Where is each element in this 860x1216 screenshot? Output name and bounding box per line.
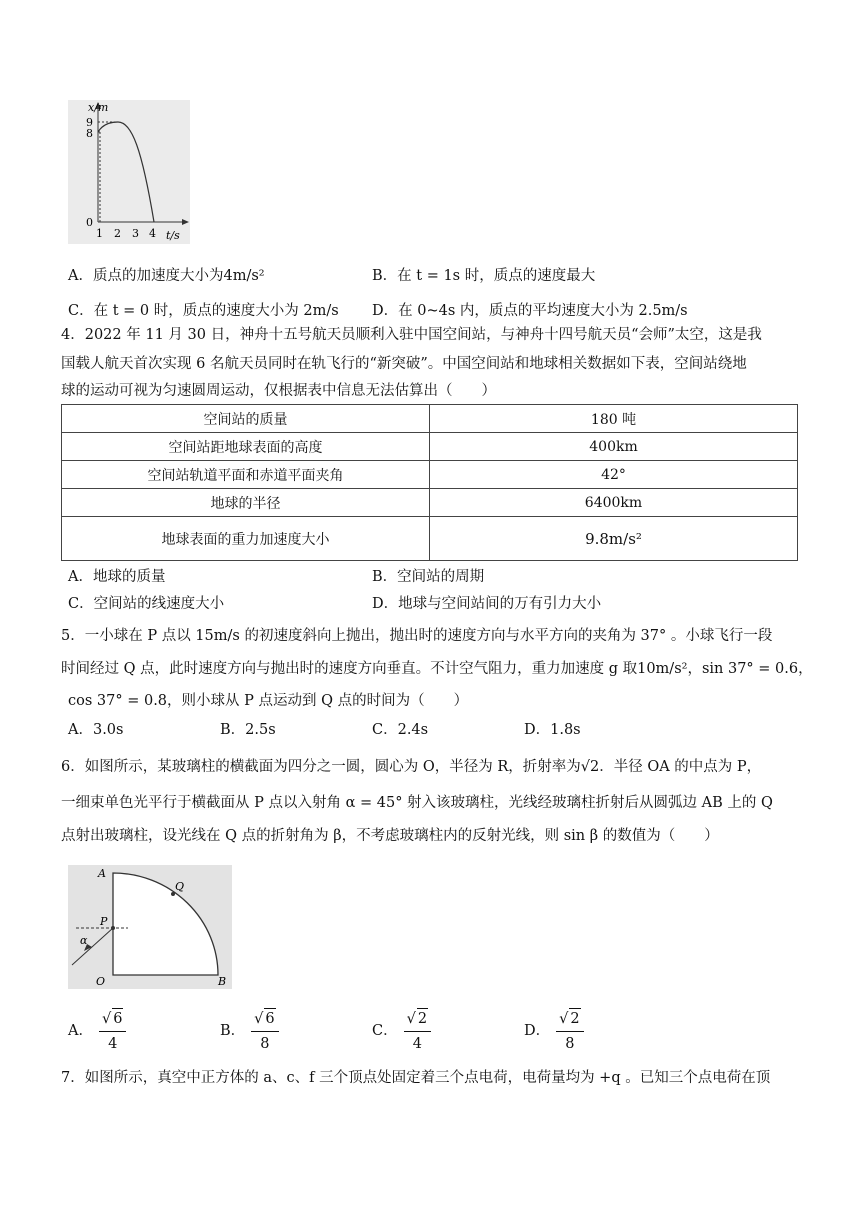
xt-curve	[98, 122, 154, 222]
option-letter: A．	[68, 1023, 93, 1039]
q3-option-b: B．在 t = 1s 时，质点的速度最大	[372, 268, 596, 284]
x-tick-3: 3	[132, 227, 139, 240]
q6-option-b	[220, 1008, 279, 1054]
table-cell-value: 42°	[430, 461, 798, 489]
x-tick-4: 4	[149, 227, 156, 240]
table-cell-label: 空间站轨道平面和赤道平面夹角	[62, 461, 430, 489]
x-tick-1: 1	[96, 227, 103, 240]
q4-option-c: C．空间站的线速度大小	[68, 596, 225, 612]
fraction: $\frac{√ 2}{4}$	[404, 1008, 431, 1054]
fraction: $\frac{√ 2}{8}$	[556, 1008, 583, 1054]
table-cell-value: 6400km	[430, 489, 798, 517]
q4-stem-line1: 4．2022 年 11 月 30 日，神舟十五号航天员顺利入驻中国空间站，与神舟十四号航天员“会师”太空，这是我	[61, 327, 762, 343]
q5-stem-line1: 5．一小球在 P 点以 15m/s 的初速度斜向上抛出，抛出时的速度方向与水平方向的夹角为 37° 。小球飞行一段	[61, 628, 773, 644]
radicand: 6	[264, 1008, 275, 1029]
glass-quarter-circle-figure	[68, 865, 232, 989]
incident-ray	[72, 928, 113, 965]
denominator: 8	[565, 1036, 575, 1052]
q7-stem-line1: 7．如图所示，真空中正方体的 a、c、f 三个顶点处固定着三个点电荷，电荷量均为 +q 。已知三个点电荷在顶	[61, 1070, 771, 1086]
table-cell-value: 180 吨	[430, 405, 798, 433]
q5-option-c: C．2.4s	[372, 722, 429, 738]
radicand: 2	[569, 1008, 580, 1029]
table-cell-label: 地球的半径	[62, 489, 430, 517]
q5-option-d: D．1.8s	[524, 722, 581, 738]
denominator: 4	[108, 1036, 118, 1052]
q3-option-c: C．在 t = 0 时，质点的速度大小为 2m/s	[68, 303, 339, 319]
table-cell-value: 9.8m/s²	[430, 517, 798, 561]
q6-stem-line2: 一细束单色光平行于横截面从 P 点以入射角 α = 45° 射入该玻璃柱，光线经玻璃柱折射后从圆弧边 AB 上的 Q	[61, 795, 773, 811]
q5-stem-line2: 时间经过 Q 点，此时速度方向与抛出时的速度方向垂直。不计空气阻力，重力加速度 g 取10m/s²，sin 37° = 0.6，	[61, 661, 813, 677]
label-o: O	[96, 975, 106, 988]
x-axis-label: t/s	[166, 229, 180, 242]
point-p	[111, 926, 115, 930]
q4-option-d: D．地球与空间站间的万有引力大小	[372, 596, 602, 612]
label-alpha: α	[80, 934, 88, 947]
xt-graph-svg	[68, 100, 190, 244]
table-row	[62, 461, 798, 489]
y-tick-9: 9	[86, 116, 93, 129]
q5-stem-line3: cos 37° = 0.8，则小球从 P 点运动到 Q 点的时间为（ ）	[68, 693, 469, 709]
table-row	[62, 433, 798, 461]
q4-stem-line3: 球的运动可视为匀速圆周运动，仅根据表中信息无法估算出（ ）	[61, 383, 496, 399]
q4-option-a: A．地球的质量	[68, 569, 166, 585]
table-cell-label: 地球表面的重力加速度大小	[62, 517, 430, 561]
label-a: A	[98, 867, 106, 880]
table-cell-label: 空间站的质量	[62, 405, 430, 433]
table-row	[62, 517, 798, 561]
fraction: $\frac{√ 6}{4}$	[99, 1008, 126, 1054]
xt-graph-figure	[68, 100, 190, 244]
table-cell-value: 400km	[430, 433, 798, 461]
denominator: 4	[412, 1036, 422, 1052]
option-letter: D．	[524, 1023, 551, 1039]
x-tick-2: 2	[114, 227, 121, 240]
option-letter: B．	[220, 1023, 246, 1039]
q5-option-b: B．2.5s	[220, 722, 276, 738]
table-row	[62, 489, 798, 517]
label-p: P	[100, 915, 108, 928]
q6-option-c	[372, 1008, 431, 1054]
denominator: 8	[260, 1036, 270, 1052]
label-b: B	[218, 975, 227, 988]
q3-option-a: A．质点的加速度大小为4m/s²	[68, 268, 265, 284]
label-q: Q	[175, 880, 185, 893]
table-cell-label: 空间站距地球表面的高度	[62, 433, 430, 461]
glass-figure-svg	[68, 865, 232, 989]
radicand: 6	[112, 1008, 123, 1029]
q4-data-table	[61, 404, 798, 561]
table-row	[62, 405, 798, 433]
option-letter: C．	[372, 1023, 398, 1039]
y-tick-0: 0	[86, 216, 93, 229]
fraction: $\frac{√ 6}{8}$	[251, 1008, 278, 1054]
y-axis-label: x/m	[88, 101, 109, 114]
q5-option-a: A．3.0s	[68, 722, 124, 738]
y-tick-8: 8	[86, 127, 93, 140]
radicand: 2	[417, 1008, 428, 1029]
q4-option-b: B．空间站的周期	[372, 569, 485, 585]
quarter-circle-shape	[113, 873, 218, 975]
q6-option-a	[68, 1008, 126, 1054]
q6-stem-line3: 点射出玻璃柱，设光线在 Q 点的折射角为 β，不考虑玻璃柱内的反射光线，则 sin β 的数值为（ ）	[61, 828, 719, 844]
q3-option-d: D．在 0~4s 内，质点的平均速度大小为 2.5m/s	[372, 303, 688, 319]
q6-stem-line1: 6．如图所示，某玻璃柱的横截面为四分之一圆，圆心为 O，半径为 R，折射率为√2．半径 OA 的中点为 P，	[61, 759, 762, 775]
q4-stem-line2: 国载人航天首次实现 6 名航天员同时在轨飞行的“新突破”。中国空间站和地球相关数据如下表，空间站绕地	[61, 356, 747, 372]
q6-option-d	[524, 1008, 584, 1054]
